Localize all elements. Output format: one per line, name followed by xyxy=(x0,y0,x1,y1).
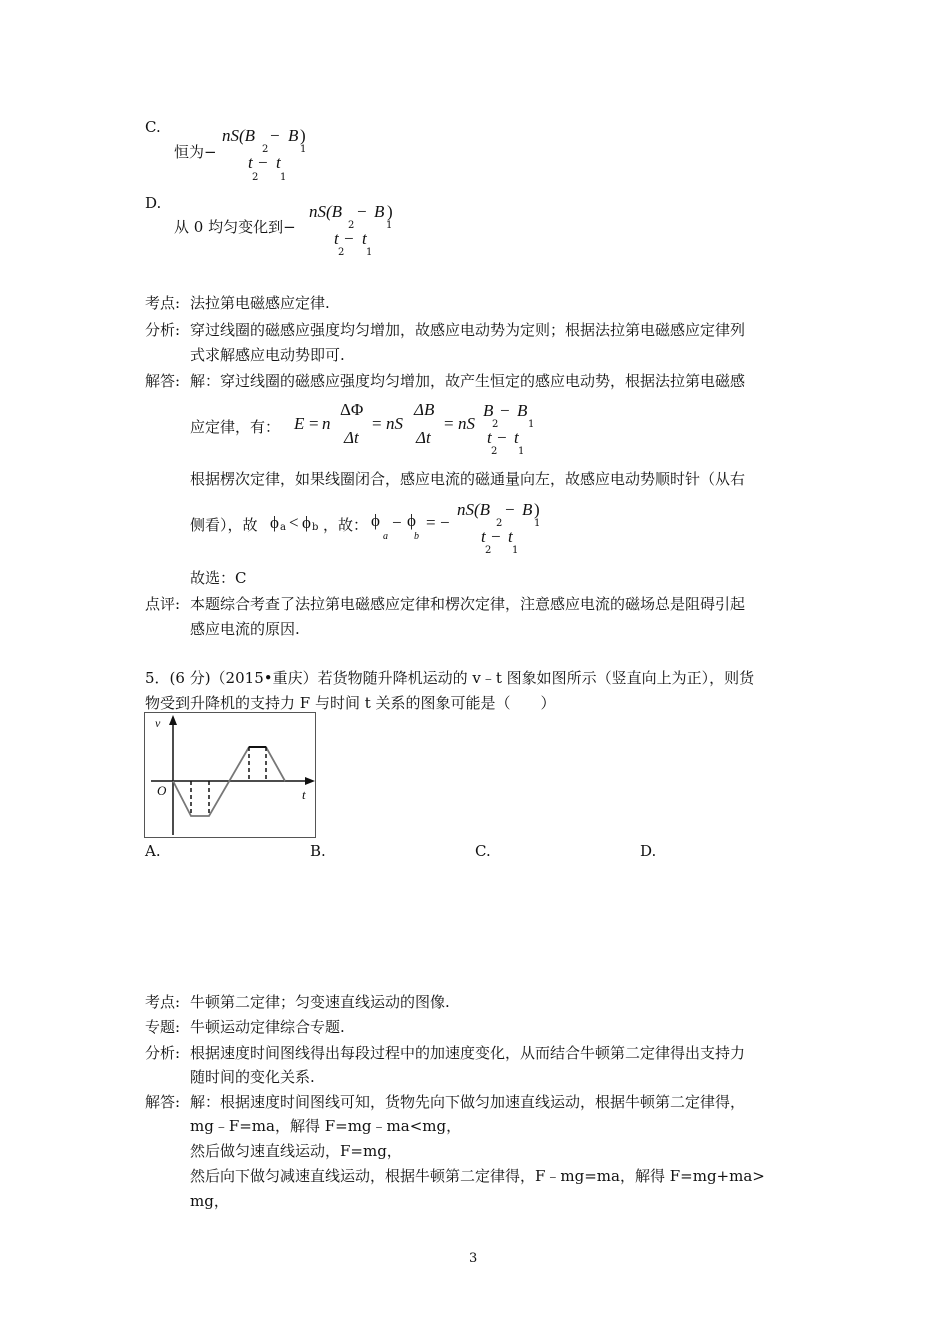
eq-sign: = xyxy=(372,414,382,433)
q5-option-a: A. xyxy=(145,842,161,860)
kaodian-text: 牛顿第二定律；匀变速直线运动的图像. xyxy=(190,993,450,1011)
jieda-answer: 故选：C xyxy=(190,569,247,587)
v-axis-label: v xyxy=(155,716,161,730)
kaodian-label: 考点: xyxy=(145,993,181,1011)
t-axis-arrow xyxy=(305,777,315,785)
frac-b1: B xyxy=(288,126,299,145)
q5-option-d: D. xyxy=(640,842,657,860)
frac-t2: t xyxy=(248,153,253,172)
sub-1: 1 xyxy=(518,446,525,457)
option-c-text: 恒为− xyxy=(174,143,217,161)
eq-sign: = xyxy=(444,414,454,433)
fenxi-label: 分析: xyxy=(145,321,181,339)
frac-numerator: nS(B xyxy=(222,126,256,145)
sub-1: 1 xyxy=(366,247,373,258)
option-d-label: D. xyxy=(145,194,162,212)
frac-paren: ) xyxy=(300,126,306,145)
eq-e: E xyxy=(294,414,305,433)
jieda-line-1: 解：根据速度时间图线可知，货物先向下做匀加速直线运动，根据牛顿第二定律得， xyxy=(190,1093,746,1111)
sub-2: 2 xyxy=(492,419,499,430)
jieda-line-4-mid: ，故： xyxy=(323,516,369,534)
sub-1: 1 xyxy=(528,419,535,430)
origin-label: O xyxy=(157,783,167,798)
dianping-line-2: 感应电流的原因. xyxy=(190,620,300,638)
frac-t2: t xyxy=(481,527,486,546)
sub-b: b xyxy=(312,522,319,533)
jieda-label: 解答: xyxy=(145,372,181,390)
frac-t1: t xyxy=(508,527,513,546)
sub-2: 2 xyxy=(262,144,269,155)
jieda-label: 解答: xyxy=(145,1093,181,1111)
phi-b: ϕ xyxy=(302,513,311,532)
eq-ns: nS xyxy=(458,414,475,433)
q5-option-c: C. xyxy=(475,842,491,860)
frac-t2: t xyxy=(487,428,492,447)
jieda-line-5: mg， xyxy=(190,1192,229,1210)
lt-sign: < xyxy=(289,513,299,532)
frac-minus-den: − xyxy=(344,229,354,248)
eq-ns: nS xyxy=(386,414,403,433)
q5-option-b: B. xyxy=(310,842,326,860)
zhuanti-label: 专题: xyxy=(145,1018,181,1036)
eq-sign: = xyxy=(426,513,436,532)
sub-2: 2 xyxy=(491,446,498,457)
vt-graph-svg xyxy=(145,713,315,837)
sub-2: 2 xyxy=(338,247,345,258)
fenxi-line-1: 根据速度时间图线得出每段过程中的加速度变化，从而结合牛顿第二定律得出支持力 xyxy=(190,1044,746,1062)
sub-1: 1 xyxy=(534,518,541,529)
frac-t1: t xyxy=(276,153,281,172)
frac-t1: t xyxy=(362,229,367,248)
sub-2: 2 xyxy=(485,545,492,556)
frac-minus: − xyxy=(500,401,510,420)
q5-stem-line-1: 5．(6 分)（2015•重庆）若货物随升降机运动的 v﹣t 图象如图所示（竖直向上为正），则货 xyxy=(145,669,755,687)
jieda-line-3: 然后做匀速直线运动，F=mg， xyxy=(190,1142,402,1160)
option-c-label: C. xyxy=(145,118,161,136)
kaodian-label: 考点: xyxy=(145,294,181,312)
sub-2: 2 xyxy=(252,172,259,183)
neg-sign: − xyxy=(440,513,450,532)
jieda-line-3: 根据楞次定律，如果线圈闭合，感应电流的磁通量向左，故感应电动势顺时针（从右 xyxy=(190,470,746,488)
frac-minus: − xyxy=(270,126,280,145)
jieda-line-4: 然后向下做匀减速直线运动，根据牛顿第二定律得，F﹣mg=ma，解得 F=mg+ma> xyxy=(190,1167,765,1185)
t-axis-label: t xyxy=(302,787,306,802)
phi-a: ϕ xyxy=(270,513,279,532)
fenxi-label: 分析: xyxy=(145,1044,181,1062)
frac-delta-t: Δt xyxy=(344,428,359,447)
frac-paren: ) xyxy=(534,500,540,519)
vt-graph xyxy=(144,712,316,838)
fenxi-line-2: 随时间的变化关系. xyxy=(190,1068,315,1086)
option-d-text: 从 0 均匀变化到− xyxy=(174,218,296,236)
frac-delta-t: Δt xyxy=(416,428,431,447)
phi-a: ϕ xyxy=(371,511,380,530)
frac-t2: t xyxy=(334,229,339,248)
frac-delta-phi: ΔΦ xyxy=(340,400,364,419)
dianping-line-1: 本题综合考查了法拉第电磁感应定律和楞次定律，注意感应电流的磁场总是阻碍引起 xyxy=(190,595,746,613)
frac-numerator: nS(B xyxy=(457,500,491,519)
frac-delta-b: ΔB xyxy=(414,400,435,419)
jieda-line-4-prefix: 侧看），故 xyxy=(190,516,258,534)
sub-2: 2 xyxy=(348,220,355,231)
sub-1: 1 xyxy=(386,220,393,231)
frac-numerator: nS(B xyxy=(309,202,343,221)
frac-b2: B xyxy=(483,401,494,420)
sub-b: b xyxy=(414,531,419,542)
frac-paren: ) xyxy=(387,202,393,221)
sub-2: 2 xyxy=(496,518,503,529)
eq-sign: = xyxy=(309,414,319,433)
zhuanti-text: 牛顿运动定律综合专题. xyxy=(190,1018,345,1036)
v-axis-arrow xyxy=(169,715,177,725)
fenxi-line-2: 式求解感应电动势即可. xyxy=(190,346,345,364)
frac-minus-den: − xyxy=(491,527,501,546)
frac-minus: − xyxy=(357,202,367,221)
sub-a: a xyxy=(383,531,388,542)
dianping-label: 点评: xyxy=(145,595,181,613)
phi-minus: − xyxy=(392,513,402,532)
frac-minus-den: − xyxy=(258,153,268,172)
frac-t1: t xyxy=(514,428,519,447)
frac-minus-den: − xyxy=(497,428,507,447)
frac-b1: B xyxy=(522,500,533,519)
eq-n: n xyxy=(322,414,331,433)
phi-b: ϕ xyxy=(407,511,416,530)
jieda-line-2-prefix: 应定律，有： xyxy=(190,418,281,436)
frac-b1: B xyxy=(517,401,528,420)
kaodian-text: 法拉第电磁感应定律. xyxy=(190,294,330,312)
q5-stem-line-2: 物受到升降机的支持力 F 与时间 t 关系的图象可能是（ ） xyxy=(145,694,556,712)
sub-a: a xyxy=(280,522,286,533)
page-number: 3 xyxy=(469,1251,478,1266)
fenxi-line-1: 穿过线圈的磁感应强度均匀增加，故感应电动势为定则；根据法拉第电磁感应定律列 xyxy=(190,321,746,339)
frac-b1: B xyxy=(374,202,385,221)
sub-1: 1 xyxy=(280,172,287,183)
sub-1: 1 xyxy=(300,144,307,155)
jieda-line-1: 解：穿过线圈的磁感应强度均匀增加，故产生恒定的感应电动势，根据法拉第电磁感 xyxy=(190,372,746,390)
jieda-line-2: mg﹣F=ma，解得 F=mg﹣ma<mg， xyxy=(190,1117,462,1135)
frac-minus: − xyxy=(505,500,515,519)
sub-1: 1 xyxy=(512,545,519,556)
